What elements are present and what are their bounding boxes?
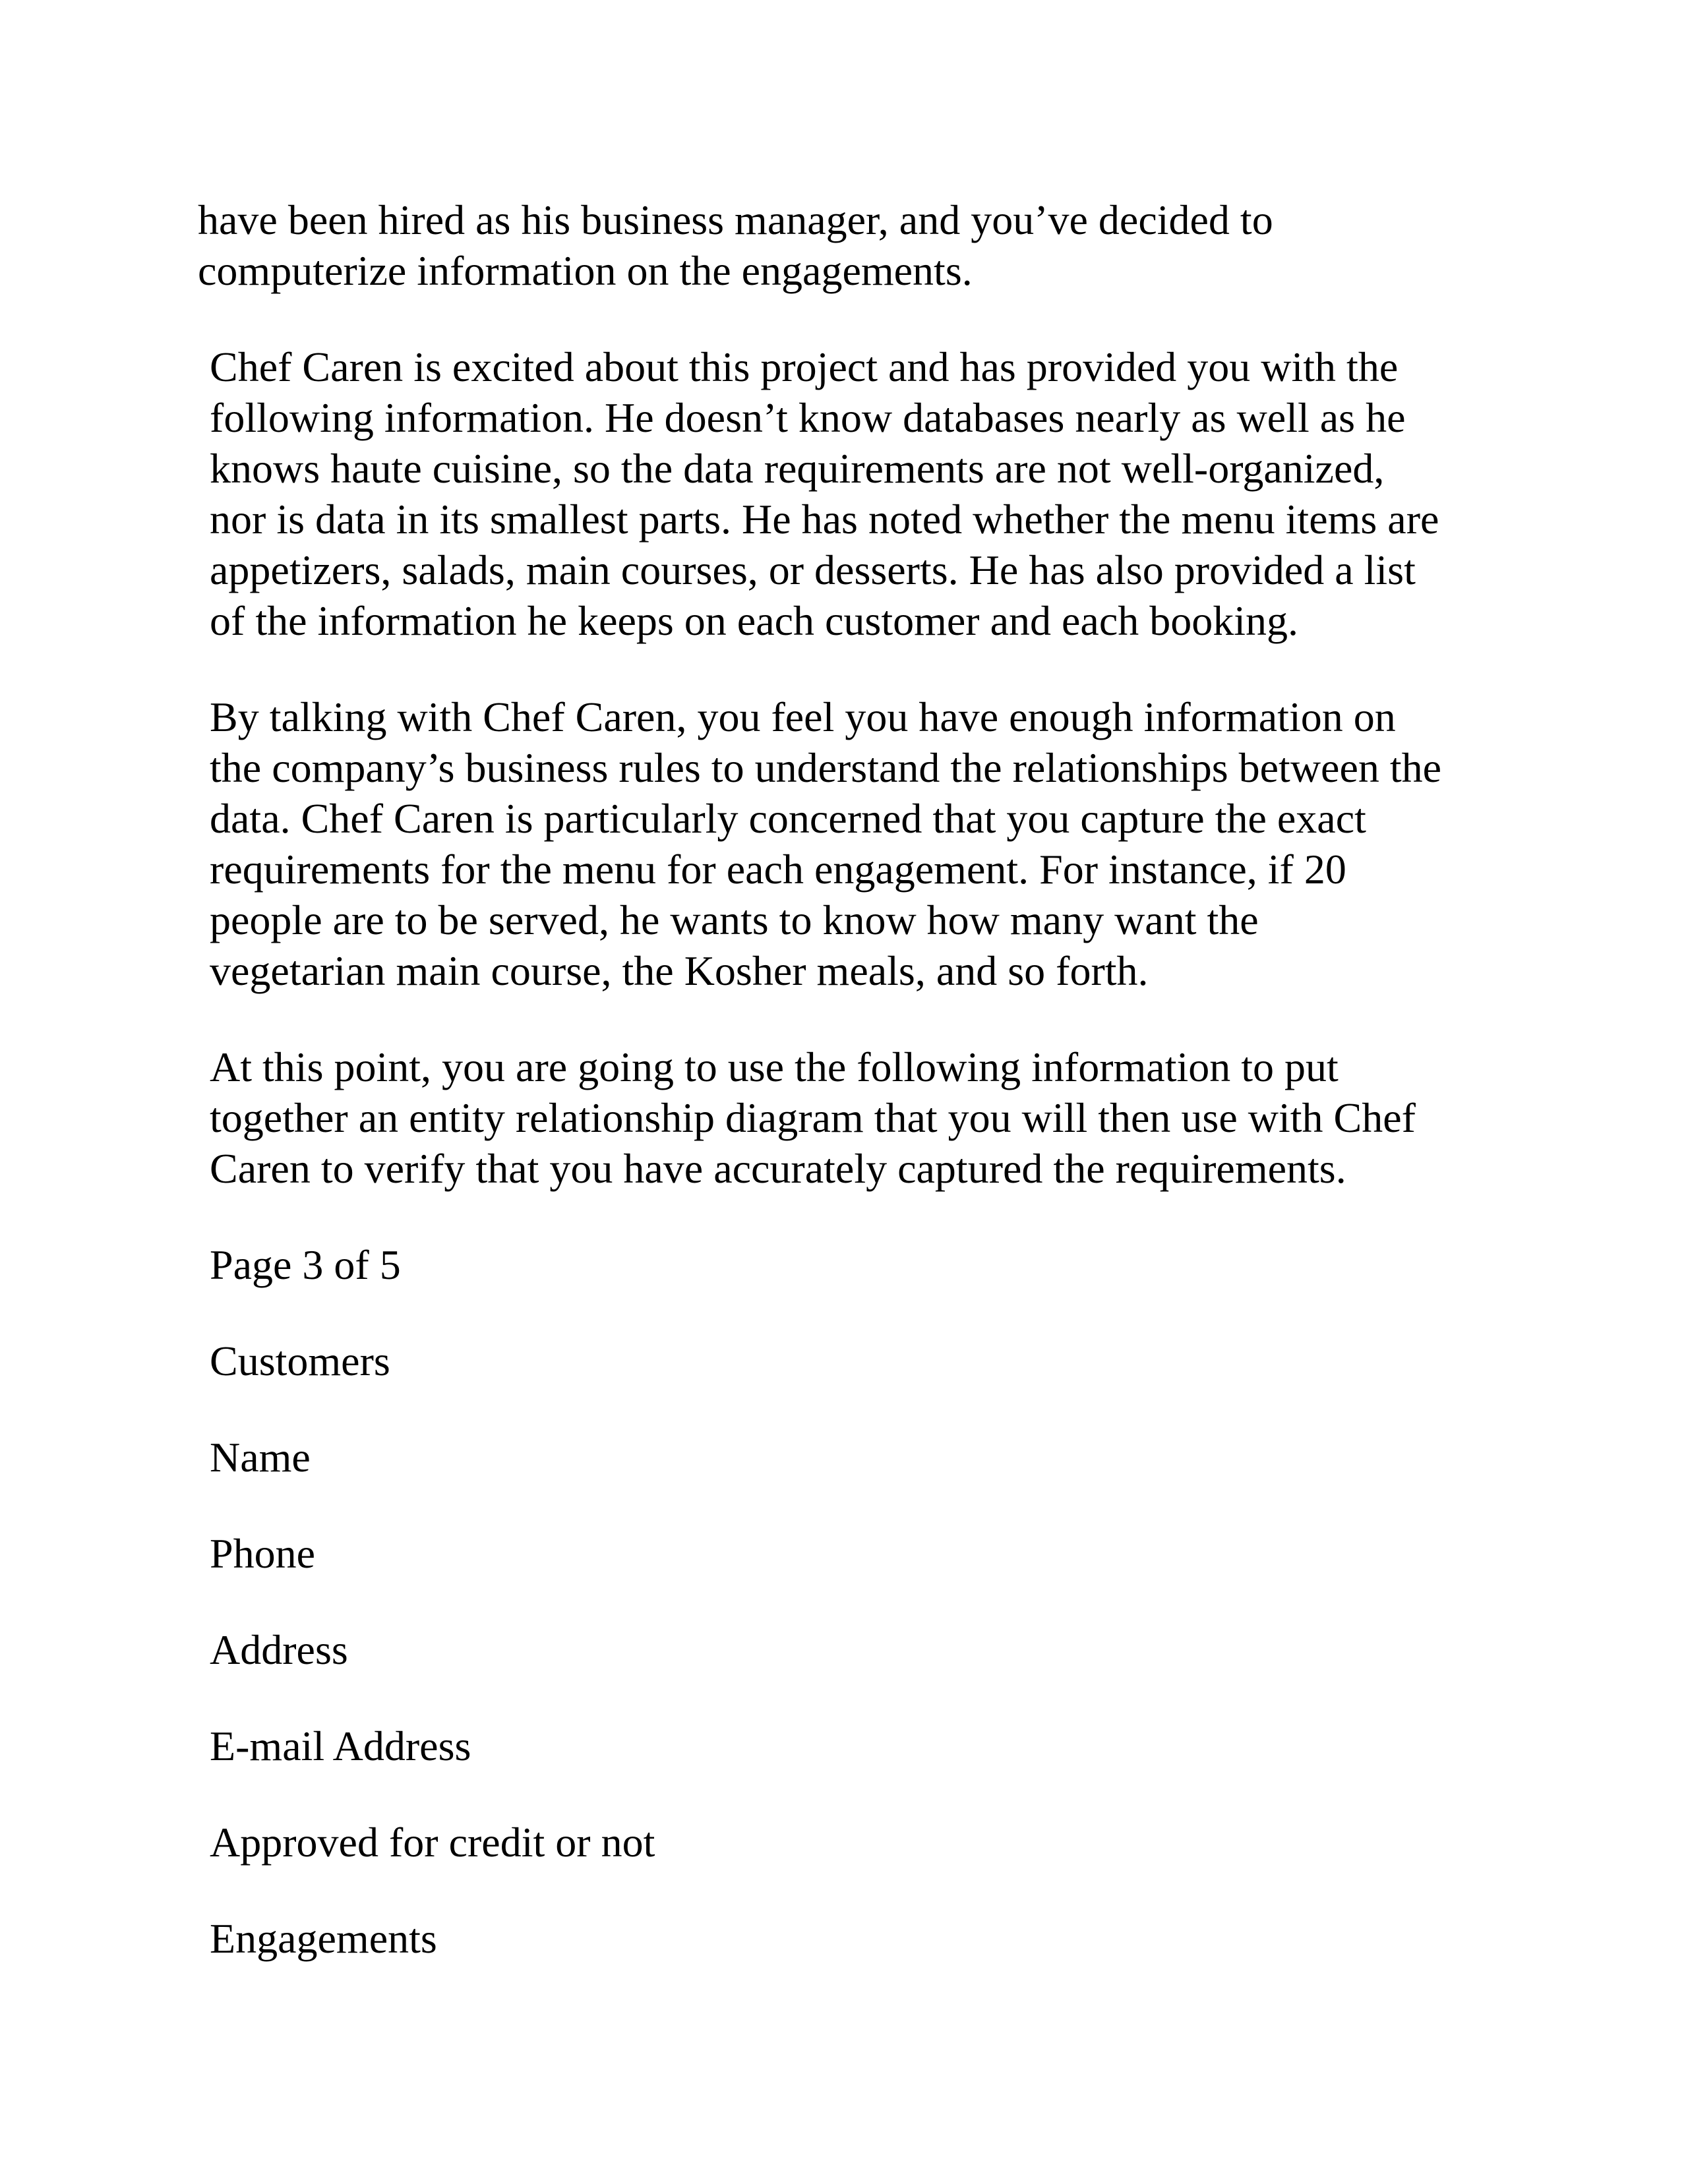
paragraph-line: requirements for the menu for each engagement. For instance, if 20 xyxy=(210,846,1346,893)
paragraph-line: have been hired as his business manager, and you’ve decided to xyxy=(198,196,1273,243)
paragraph-line: vegetarian main course, the Kosher meals, and so forth. xyxy=(210,947,1149,994)
list-item-customers: Customers xyxy=(210,1338,390,1384)
list-item-name: Name xyxy=(210,1434,311,1481)
paragraph-line: the company’s business rules to understand the relationships between the xyxy=(210,744,1442,791)
list-item-email-address: E-mail Address xyxy=(210,1723,471,1769)
paragraph-line: appetizers, salads, main courses, or desserts. He has also provided a list xyxy=(210,546,1416,593)
document-body xyxy=(198,194,1503,2009)
paragraph-line: people are to be served, he wants to know how many want the xyxy=(210,897,1259,943)
paragraph-line: together an entity relationship diagram that you will then use with Chef xyxy=(210,1094,1416,1141)
page-number: Page 3 of 5 xyxy=(210,1241,401,1288)
list-item-engagements: Engagements xyxy=(210,1915,437,1962)
paragraph-line: By talking with Chef Caren, you feel you have enough information on xyxy=(210,694,1396,740)
paragraph-line: of the information he keeps on each customer and each booking. xyxy=(210,597,1298,644)
paragraph-business-rules xyxy=(198,692,1503,996)
paragraph-chef-info xyxy=(198,341,1503,646)
paragraph-erd-plan xyxy=(198,1042,1503,1194)
paragraph-line: computerize information on the engagements. xyxy=(198,247,973,294)
paragraph-line: At this point, you are going to use the following information to put xyxy=(210,1044,1339,1090)
paragraph-line: nor is data in its smallest parts. He has noted whether the menu items are xyxy=(210,496,1439,543)
paragraph-line: Chef Caren is excited about this project and has provided you with the xyxy=(210,343,1399,390)
paragraph-intro xyxy=(198,194,1503,296)
paragraph-line: knows haute cuisine, so the data requirements are not well-organized, xyxy=(210,445,1385,492)
list-item-phone: Phone xyxy=(210,1530,315,1577)
list-item-credit-approval: Approved for credit or not xyxy=(210,1819,655,1866)
paragraph-line: data. Chef Caren is particularly concerned that you capture the exact xyxy=(210,795,1366,842)
list-item-address: Address xyxy=(210,1626,348,1673)
paragraph-line: following information. He doesn’t know databases nearly as well as he xyxy=(210,394,1406,441)
paragraph-line: Caren to verify that you have accurately captured the requirements. xyxy=(210,1145,1346,1192)
